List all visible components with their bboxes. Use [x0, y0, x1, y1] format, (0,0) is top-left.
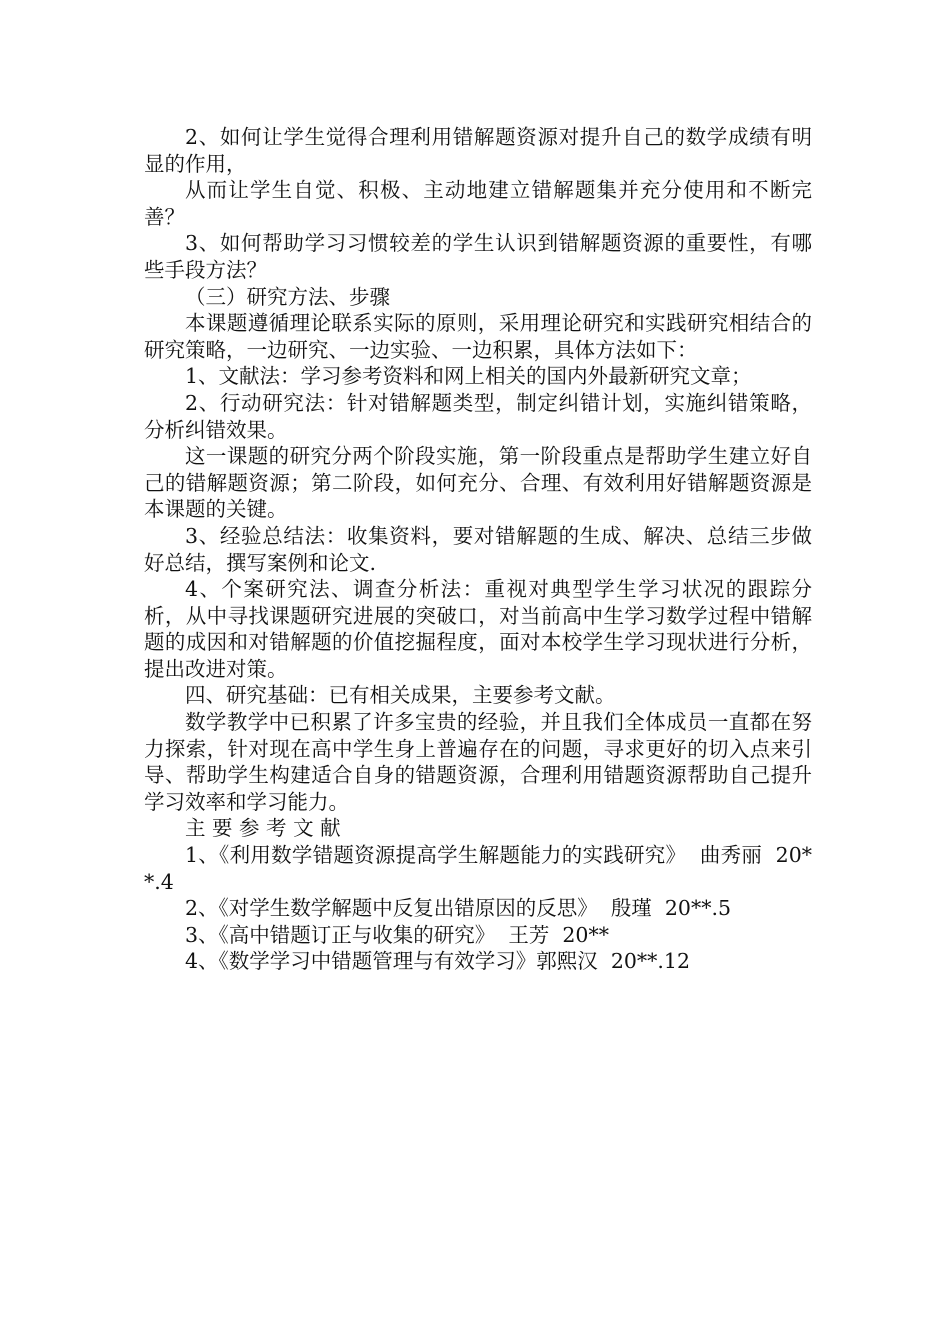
reference-item: 2、《对学生数学解题中反复出错原因的反思》 殷瑾 20**.5 [185, 896, 732, 921]
paragraph-question-2: 2、如何让学生觉得合理利用错解题资源对提升自己的数学成绩有明显的作用， [144, 125, 812, 176]
section-heading-research-basis: 四、研究基础：已有相关成果，主要参考文献。 [185, 683, 616, 708]
paragraph-question-2-continued: 从而让学生自觉、积极、主动地建立错解题集并充分使用和不断完善？ [144, 178, 812, 229]
document-body [144, 124, 812, 975]
reference-item: 4、《数学学习中错题管理与有效学习》郭熙汉 20**.12 [185, 949, 691, 974]
paragraph-method-experience-summary: 3、经验总结法：收集资料，要对错解题的生成、解决、总结三步做好总结，撰写案例和论文. [144, 523, 812, 575]
paragraph-method-case-study: 4、个案研究法、调查分析法：重视对典型学生学习状况的跟踪分析，从中寻找课题研究进展的突破口，对当前高中生学习数学过程中错解题的成因和对错解题的价值挖掘程度，面对本校学生学习现状进行分析，提出改进对策。 [144, 577, 812, 681]
reference-item: 1、《利用数学错题资源提高学生解题能力的实践研究》 曲秀丽 20**.4 [144, 843, 812, 894]
paragraph-research-stages: 这一课题的研究分两个阶段实施，第一阶段重点是帮助学生建立好自己的错解题资源；第二阶段，如何充分、合理、有效利用好错解题资源是本课题的关键。 [144, 444, 812, 522]
paragraph-research-principle: 本课题遵循理论联系实际的原则，采用理论研究和实践研究相结合的研究策略，一边研究、一边实验、一边积累，具体方法如下： [144, 311, 812, 362]
reference-item: 3、《高中错题订正与收集的研究》 王芳 20** [185, 922, 609, 947]
paragraph-method-literature: 1、文献法：学习参考资料和网上相关的国内外最新研究文章； [185, 364, 752, 389]
paragraph-question-3: 3、如何帮助学习习惯较差的学生认识到错解题资源的重要性，有哪些手段方法？ [144, 231, 812, 282]
references-heading: 主 要 参 考 文 献 [185, 816, 341, 841]
paragraph-research-basis: 数学教学中已积累了许多宝贵的经验，并且我们全体成员一直都在努力探索，针对现在高中学生身上普遍存在的问题，寻求更好的切入点来引导、帮助学生构建适合自身的错题资源，合理利用错题资源帮助自己提升学习效率和学习能力。 [144, 710, 812, 814]
section-heading-research-methods: （三）研究方法、步骤 [185, 284, 390, 309]
paragraph-method-action-research: 2、行动研究法：针对错解题类型，制定纠错计划，实施纠错策略，分析纠错效果。 [144, 390, 812, 442]
